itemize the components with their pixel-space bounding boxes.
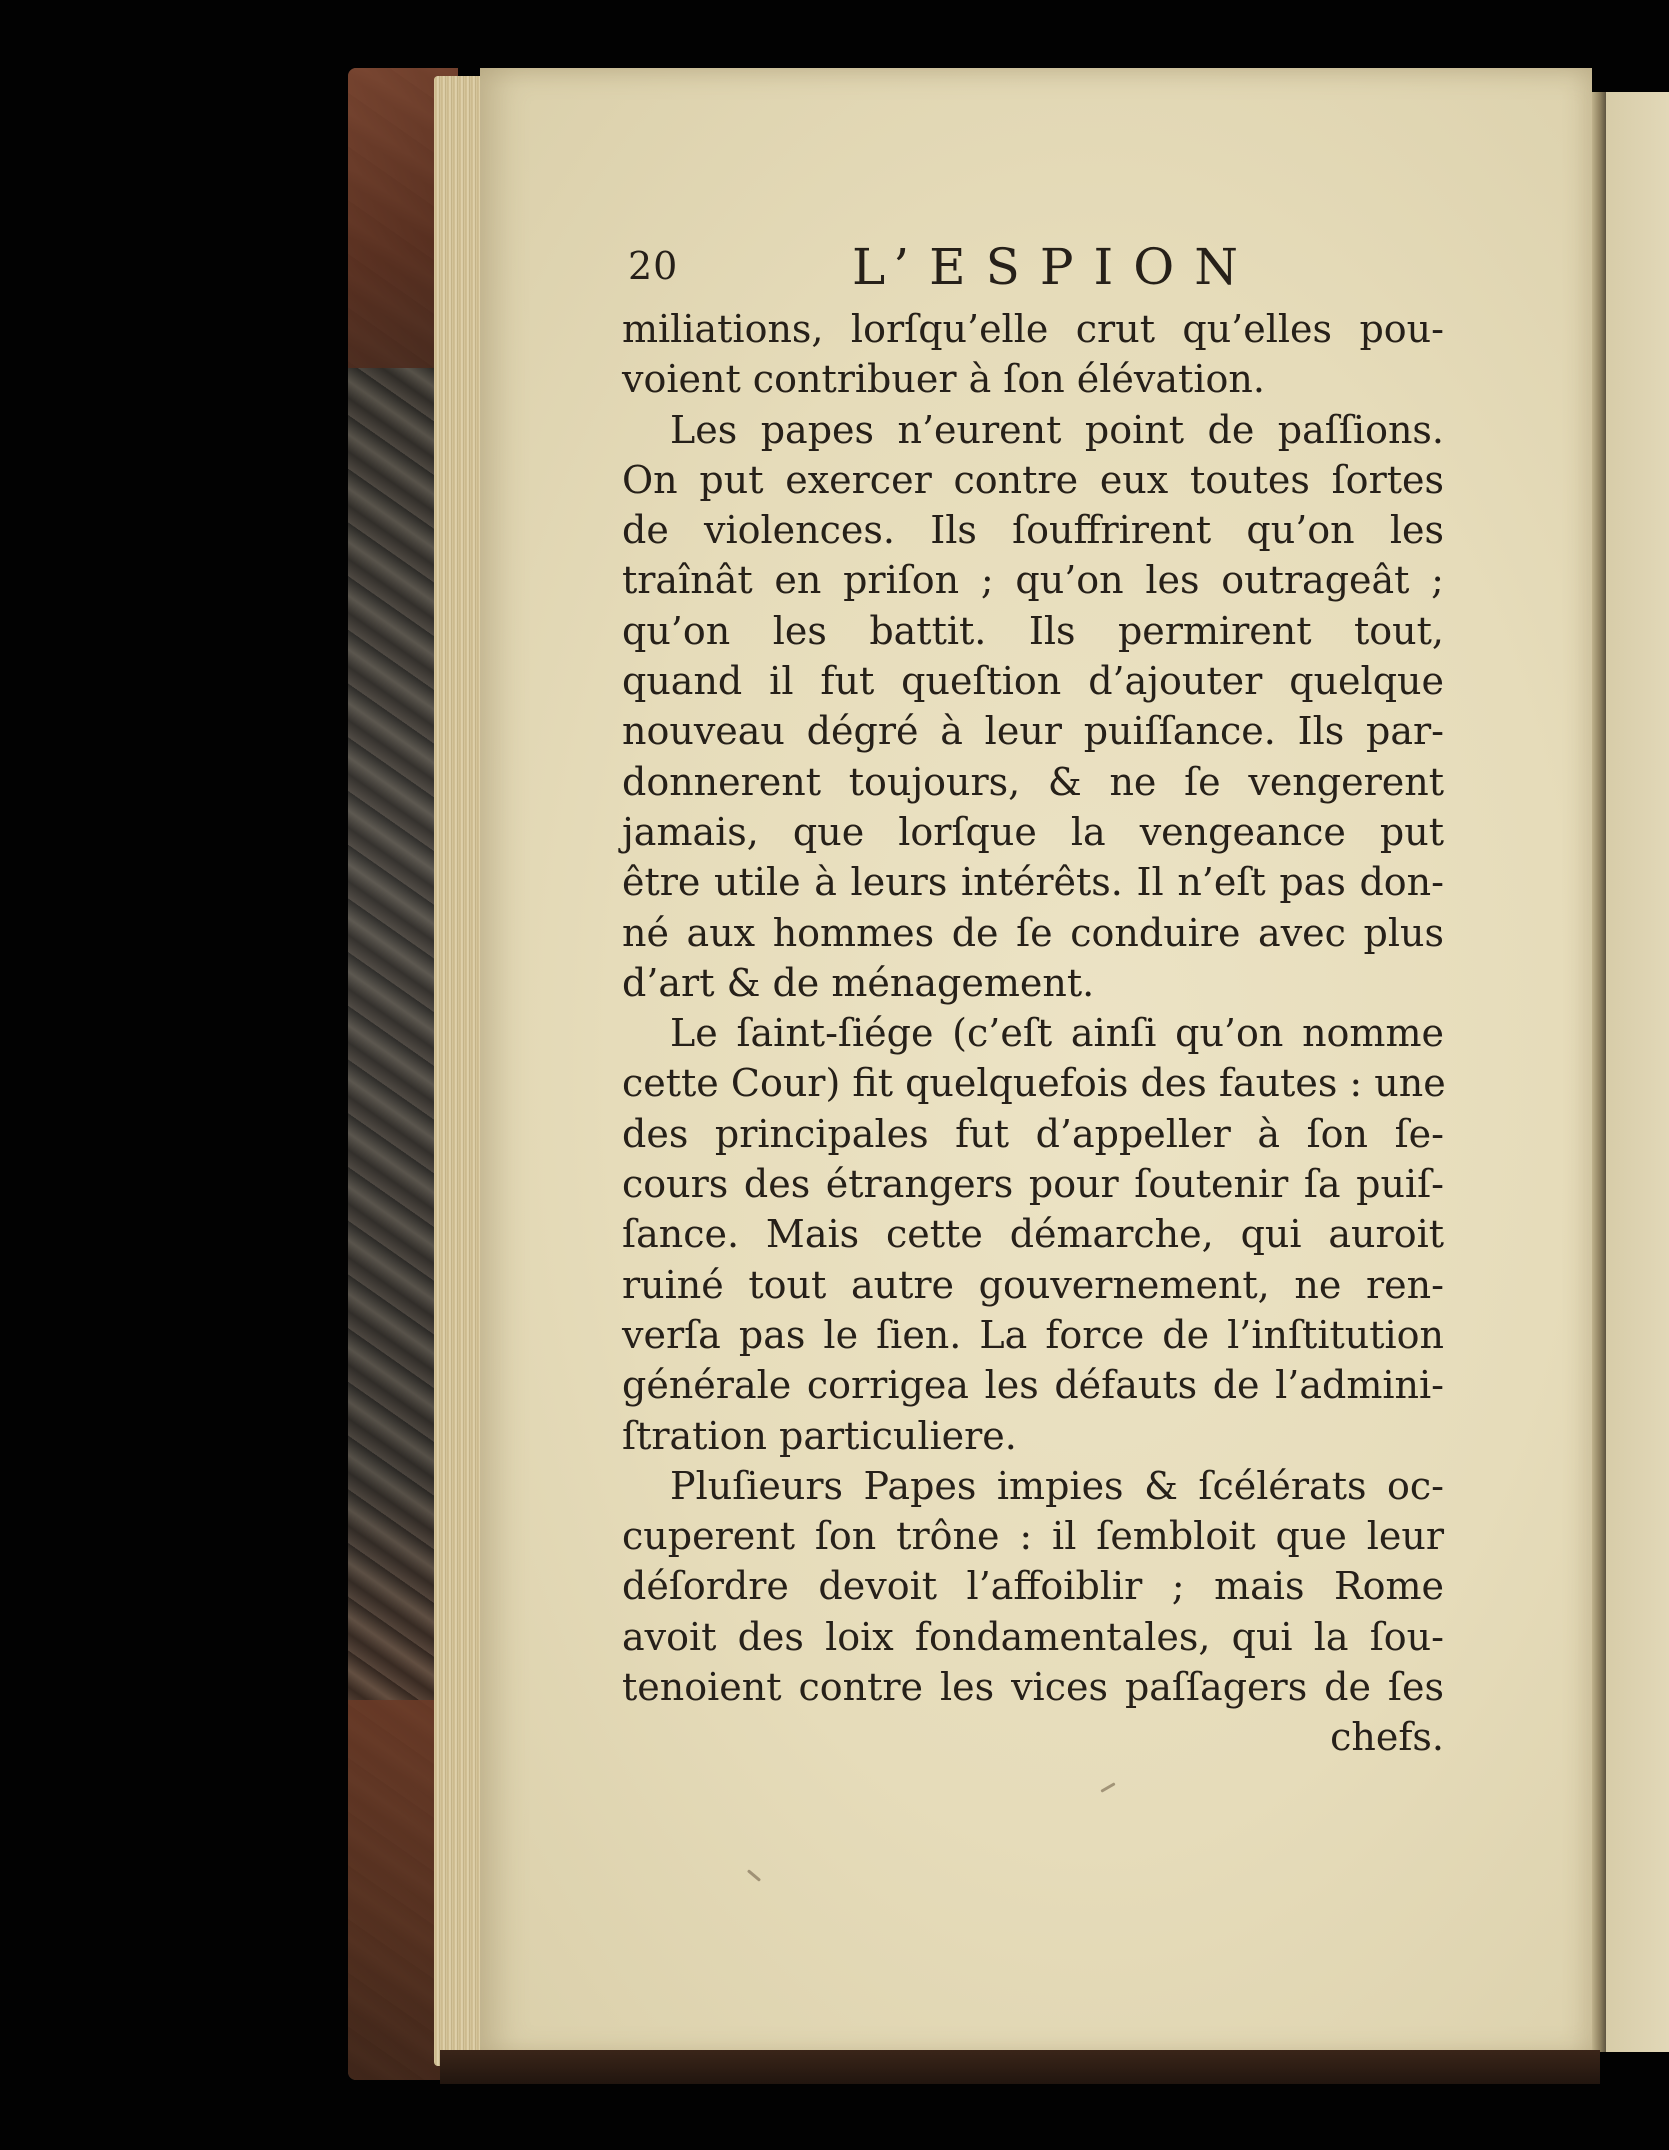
- facing-page: [1606, 92, 1669, 2052]
- page-content: [622, 238, 1444, 1763]
- running-title: L’ESPION: [852, 238, 1258, 296]
- text-line: des principales fut d’appeller à ſon ſe-: [622, 1111, 1444, 1156]
- text-line: Les papes n’eurent point de paſſions.: [670, 407, 1444, 452]
- text-line: On put exercer contre eux toutes ſortes: [622, 457, 1444, 502]
- text-line: Le ſaint-ſiége (c’eſt ainſi qu’on nomme: [670, 1011, 1444, 1056]
- text-line: qu’on les battit. Ils permirent tout,: [622, 608, 1444, 653]
- text-line: nouveau dégré à leur puiſſance. Ils par-: [622, 709, 1444, 754]
- page-number: 20: [628, 244, 679, 288]
- text-line: avoit des loix fondamentales, qui la ſou-: [622, 1614, 1444, 1659]
- text-line: verſa pas le ſien. La force de l’inſtitution: [622, 1312, 1444, 1357]
- text-line: traînât en priſon ; qu’on les outrageât ;: [622, 558, 1444, 603]
- body-text: [622, 304, 1444, 1763]
- text-line: ſtration particuliere.: [622, 1413, 1017, 1458]
- text-line: Pluſieurs Papes impies & ſcélérats oc-: [670, 1463, 1444, 1508]
- page-gutter: [1592, 92, 1606, 2052]
- text-line: être utile à leurs intérêts. Il n’eſt pas don-: [622, 860, 1444, 905]
- running-head: [622, 238, 1444, 300]
- text-line: ſance. Mais cette démarche, qui auroit: [622, 1212, 1444, 1257]
- text-line: ruiné tout autre gouvernement, ne ren-: [622, 1262, 1444, 1307]
- text-line: déſordre devoit l’affoiblir ; mais Rome: [622, 1564, 1444, 1609]
- text-line: donnerent toujours, & ne ſe vengerent: [622, 759, 1444, 804]
- text-line: chefs.: [1330, 1715, 1444, 1760]
- text-line: d’art & de ménagement.: [622, 960, 1095, 1005]
- text-line: cuperent ſon trône : il ſembloit que leur: [622, 1514, 1444, 1559]
- text-line: de violences. Ils ſouffrirent qu’on les: [622, 508, 1444, 553]
- text-line: né aux hommes de ſe conduire avec plus: [622, 910, 1444, 955]
- text-line: jamais, que lorſque la vengeance put: [622, 809, 1444, 854]
- bottom-board: [440, 2050, 1600, 2084]
- text-line: cours des étrangers pour ſoutenir ſa puiſ-: [622, 1162, 1444, 1207]
- text-line: générale corrigea les défauts de l’admini-: [622, 1363, 1444, 1408]
- text-line: cette Cour) fit quelquefois des fautes : une: [622, 1061, 1446, 1106]
- text-line: tenoient contre les vices paſſagers de ſes: [622, 1665, 1444, 1710]
- text-line: miliations, lorſqu’elle crut qu’elles pou-: [622, 307, 1444, 351]
- text-line: voient contribuer à ſon élévation.: [622, 357, 1265, 402]
- text-line: quand il fut queſtion d’ajouter quelque: [622, 659, 1444, 704]
